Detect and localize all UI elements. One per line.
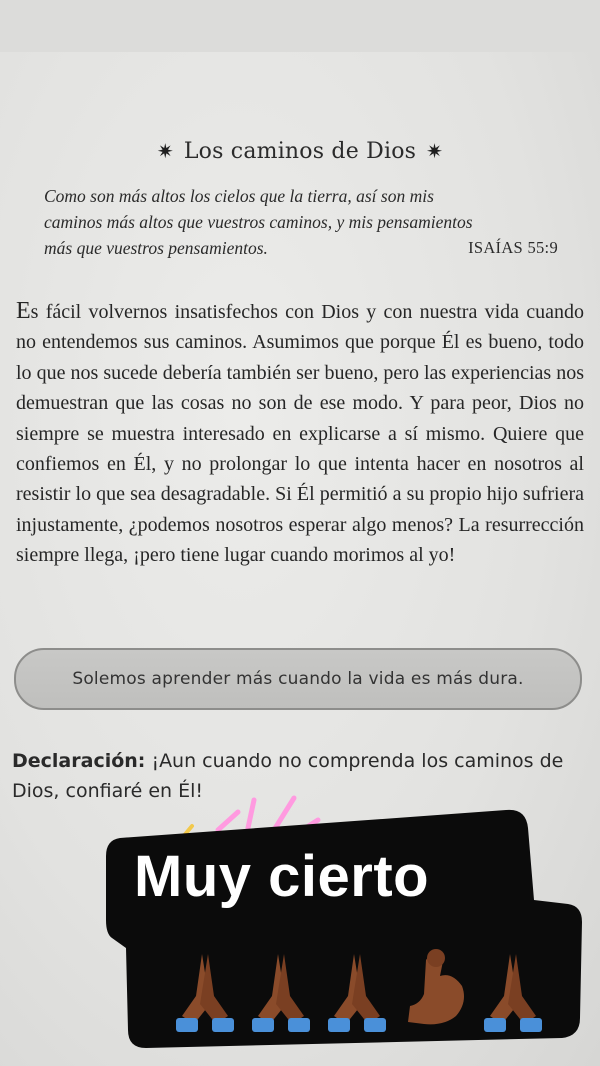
verse-line: Como son más altos los cielos que la tierra, así son mis (44, 186, 434, 206)
chapter-title: Los caminos de Dios (183, 139, 417, 164)
praying-hands-icon (328, 954, 386, 1032)
devotional-paragraph (16, 296, 584, 571)
callout-text: Solemos aprender más cuando la vida es más dura. (72, 669, 524, 689)
scripture-verse (44, 183, 558, 261)
paragraph-text: s fácil volvernos insatisfechos con Dios y con nuestra vida cuando no entendemos sus caminos. Asumimos que porque Él es bueno, todo lo que nos sucede debería también ser bueno, pero las experiencias nos demuestran que las cosas no son de ese modo. Y para peor, Dios no siempre se muestra interesado en explicarse a sí mismo. Quiere que confiemos en Él, y no prolongar lo que intenta hacer en nosotros al resistir lo que sea desagradable. Si Él permitió a su propio hijo sufriera injustamente, ¿podemos nosotros esperar algo menos? La resurrección siempre llega, ¡pero tiene lugar cuando morimos al yo! (16, 301, 584, 567)
verse-line: caminos más altos que vuestros caminos, y mis pensamientos (44, 212, 473, 232)
initial-letter: E (16, 298, 31, 324)
declaration-text: ¡Aun cuando no comprenda los caminos de Dios, confiaré en Él! (12, 750, 564, 802)
verse-reference: ISAÍAS 55:9 (468, 238, 558, 257)
declaration-label: Declaración: (12, 750, 146, 772)
verse-line: más que vuestros pensamientos. (44, 238, 268, 258)
praying-hands-icon (176, 954, 234, 1032)
praying-hands-icon (252, 954, 310, 1032)
emoji-row (172, 946, 572, 1036)
flexed-biceps-icon (408, 949, 464, 1024)
callout-box (14, 648, 582, 710)
star-ornament-right-icon: ✷ (426, 139, 444, 163)
chapter-heading (0, 139, 600, 164)
star-ornament-left-icon: ✷ (156, 139, 174, 163)
sticker-caption: Muy cierto (134, 844, 430, 909)
praying-hands-icon (484, 954, 542, 1032)
text-sticker[interactable] (106, 808, 582, 1048)
